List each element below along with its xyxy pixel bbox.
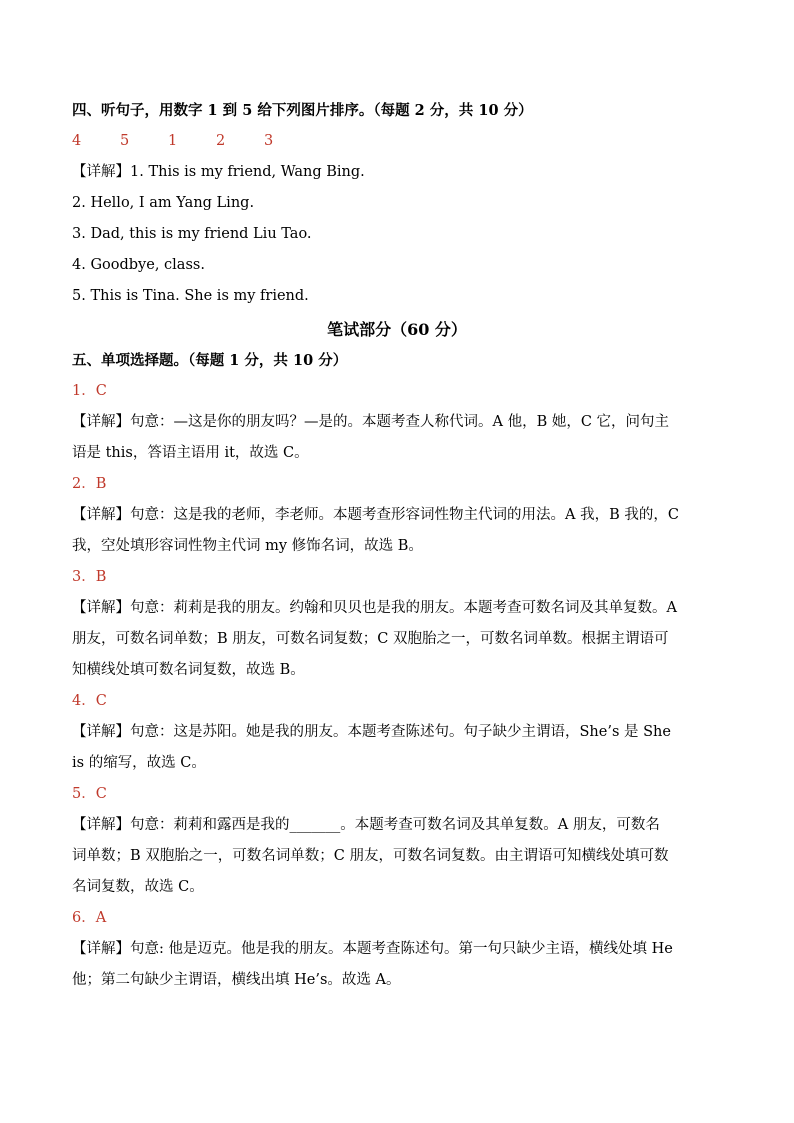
item-detail-line: 【详解】句意：这是苏阳。她是我的朋友。本题考查陈述句。句子缺少主谓语，She’s 是 She [72, 724, 671, 740]
item-number: 2．B [72, 476, 107, 492]
item-detail-line: 名词复数，故选 C。 [72, 879, 204, 895]
section4-detail-5: 5. This is Tina. She is my friend. [72, 288, 309, 304]
document-page [72, 95, 722, 996]
section4-heading: 四、听句子，用数字 1 到 5 给下列图片排序。（每题 2 分，共 10 分） [72, 102, 533, 119]
item-detail-line: 【详解】句意：莉莉是我的朋友。约翰和贝贝也是我的朋友。本题考查可数名词及其单复数。A [72, 600, 677, 616]
section4-detail-2: 2. Hello, I am Yang Ling. [72, 195, 255, 211]
item-detail-line: 我，空处填形容词性物主代词 my 修饰名词，故选 B。 [72, 538, 423, 554]
item-detail-line: 【详解】句意：莉莉和露西是我的_______。本题考查可数名词及其单复数。A 朋友，可数名 [72, 817, 660, 833]
item-number: 5．C [72, 786, 107, 802]
item-detail-line: 朋友，可数名词单数；B 朋友，可数名词复数；C 双胞胎之一，可数名词单数。根据主谓语可 [72, 631, 669, 647]
item-detail-line: is 的缩写，故选 C。 [72, 755, 206, 771]
answer-5: 3 [264, 133, 274, 149]
written-part-title: 笔试部分（60 分） [327, 320, 467, 339]
item-detail-line: 【详解】句意: 他是迈克。他是我的朋友。本题考查陈述句。第一句只缺少主语，横线处填 He [72, 941, 673, 957]
item-number: 4．C [72, 693, 107, 709]
answer-4: 2 [216, 133, 226, 149]
item-detail-line: 语是 this，答语主语用 it，故选 C。 [72, 445, 309, 461]
answer-2: 5 [120, 133, 130, 149]
section4-answers [72, 126, 722, 157]
section4-detail-3: 3. Dad, this is my friend Liu Tao. [72, 226, 312, 242]
item-detail-line: 【详解】句意：这是我的老师，李老师。本题考查形容词性物主代词的用法。A 我，B 我的，C [72, 507, 679, 523]
section5-heading: 五、单项选择题。（每题 1 分，共 10 分） [72, 352, 348, 369]
section5-items [72, 376, 722, 996]
section4-detail-4: 4. Goodbye, class. [72, 257, 205, 273]
answer-1: 4 [72, 133, 82, 149]
item-detail-line: 【详解】句意：—这是你的朋友吗？—是的。本题考查人称代词。A 他，B 她，C 它，问句主 [72, 414, 670, 430]
item-detail-line: 他；第二句缺少主谓语，横线出填 He’s。故选 A。 [72, 972, 401, 988]
item-detail-line: 词单数；B 双胞胎之一，可数名词单数；C 朋友，可数名词复数。由主谓语可知横线处填可数 [72, 848, 669, 864]
section4-detail-1: 【详解】1. This is my friend, Wang Bing. [72, 164, 365, 180]
item-number: 6．A [72, 910, 107, 926]
item-number: 1．C [72, 383, 107, 399]
item-detail-line: 知横线处填可数名词复数，故选 B。 [72, 662, 305, 678]
answer-3: 1 [168, 133, 178, 149]
item-number: 3．B [72, 569, 107, 585]
